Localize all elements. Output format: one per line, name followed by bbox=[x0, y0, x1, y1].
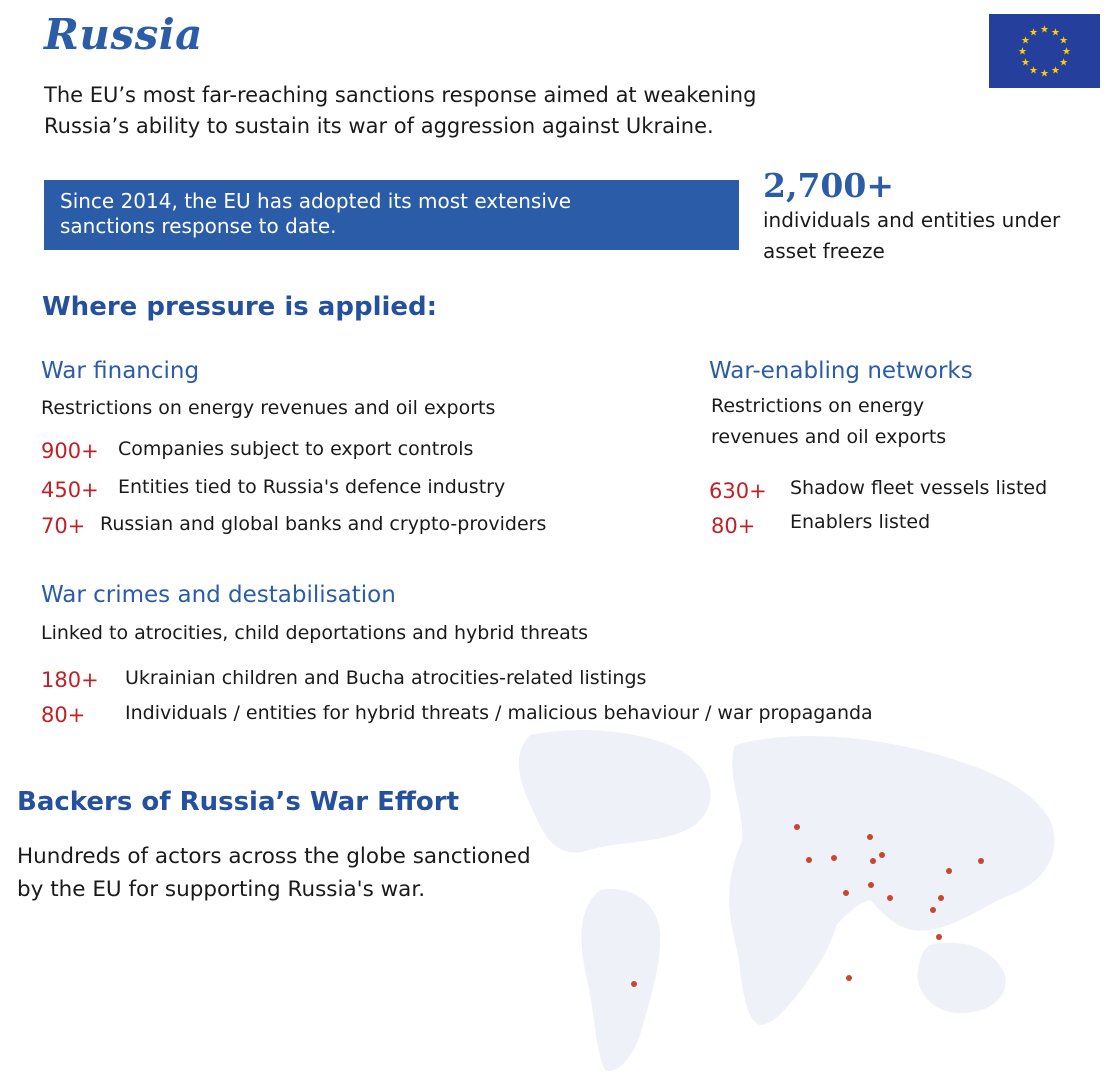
stat-label: Companies subject to export controls bbox=[118, 438, 474, 460]
war-networks-title: War-enabling networks bbox=[709, 358, 973, 384]
intro-text bbox=[44, 80, 824, 142]
stat-label: Entities tied to Russia's defence industry bbox=[118, 476, 506, 498]
banner-line-2: sanctions response to date. bbox=[60, 214, 337, 238]
star-icon: ★ bbox=[1040, 68, 1049, 80]
eu-flag-icon bbox=[989, 14, 1100, 88]
asset-freeze-count: 2,700+ bbox=[763, 166, 894, 205]
map-dot bbox=[806, 857, 812, 863]
map-dot bbox=[867, 834, 873, 840]
star-icon: ★ bbox=[1051, 27, 1060, 39]
map-dot bbox=[938, 895, 944, 901]
war-financing-desc: Restrictions on energy revenues and oil exports bbox=[41, 397, 496, 419]
star-icon: ★ bbox=[1040, 24, 1049, 36]
asset-freeze-line-2: asset freeze bbox=[763, 239, 885, 263]
intro-line-1: The EU’s most far-reaching sanctions response aimed at weakening bbox=[44, 83, 757, 107]
stat-number: 80+ bbox=[711, 514, 756, 538]
backers-text bbox=[17, 840, 617, 906]
asset-freeze-label bbox=[763, 205, 1103, 267]
map-dot bbox=[946, 868, 952, 874]
war-networks-desc-1: Restrictions on energy bbox=[711, 395, 925, 417]
map-dot bbox=[846, 975, 852, 981]
map-dot bbox=[631, 981, 637, 987]
backers-line-2: by the EU for supporting Russia's war. bbox=[17, 877, 426, 902]
star-icon: ★ bbox=[1029, 27, 1038, 39]
stat-number: 180+ bbox=[41, 668, 99, 692]
stat-label: Ukrainian children and Bucha atrocities-related listings bbox=[125, 667, 647, 689]
map-dot bbox=[978, 858, 984, 864]
war-crimes-desc: Linked to atrocities, child deportations and hybrid threats bbox=[41, 622, 589, 644]
stat-number: 70+ bbox=[41, 514, 86, 538]
war-networks-desc-2: revenues and oil exports bbox=[711, 426, 947, 448]
stat-label: Enablers listed bbox=[790, 511, 931, 533]
star-icon: ★ bbox=[1051, 65, 1060, 77]
banner-line-1: Since 2014, the EU has adopted its most extensive bbox=[60, 189, 572, 213]
intro-line-2: Russia’s ability to sustain its war of aggression against Ukraine. bbox=[44, 114, 714, 138]
star-icon: ★ bbox=[1018, 46, 1027, 58]
stat-number: 80+ bbox=[41, 703, 86, 727]
pressure-heading: Where pressure is applied: bbox=[42, 292, 438, 322]
map-dot bbox=[843, 890, 849, 896]
asset-freeze-line-1: individuals and entities under bbox=[763, 208, 1061, 232]
star-icon: ★ bbox=[1020, 35, 1030, 47]
star-icon: ★ bbox=[1059, 35, 1069, 47]
map-dot bbox=[794, 824, 800, 830]
highlight-banner bbox=[44, 180, 739, 250]
stat-label: Individuals / entities for hybrid threats / malicious behaviour / war propaganda bbox=[125, 702, 873, 724]
star-icon: ★ bbox=[1062, 46, 1071, 58]
stat-number: 450+ bbox=[41, 478, 99, 502]
star-icon: ★ bbox=[1020, 57, 1030, 69]
map-dot bbox=[831, 855, 837, 861]
star-icon: ★ bbox=[1059, 57, 1069, 69]
map-dot bbox=[879, 852, 885, 858]
war-crimes-title: War crimes and destabilisation bbox=[41, 582, 396, 608]
star-icon: ★ bbox=[1029, 65, 1038, 77]
stat-number: 900+ bbox=[41, 439, 99, 463]
stat-label: Shadow fleet vessels listed bbox=[790, 477, 1048, 499]
map-dot bbox=[936, 934, 942, 940]
war-financing-title: War financing bbox=[41, 358, 200, 384]
backers-heading: Backers of Russia’s War Effort bbox=[17, 787, 460, 817]
stat-number: 630+ bbox=[709, 479, 767, 503]
map-dot bbox=[870, 858, 876, 864]
page-title: Russia bbox=[44, 10, 203, 59]
eu-flag-stars bbox=[989, 14, 1100, 88]
backers-line-1: Hundreds of actors across the globe sanctioned bbox=[17, 844, 531, 869]
map-dot bbox=[887, 895, 893, 901]
stat-label: Russian and global banks and crypto-providers bbox=[100, 513, 547, 535]
map-dot bbox=[930, 907, 936, 913]
map-dot bbox=[868, 882, 874, 888]
